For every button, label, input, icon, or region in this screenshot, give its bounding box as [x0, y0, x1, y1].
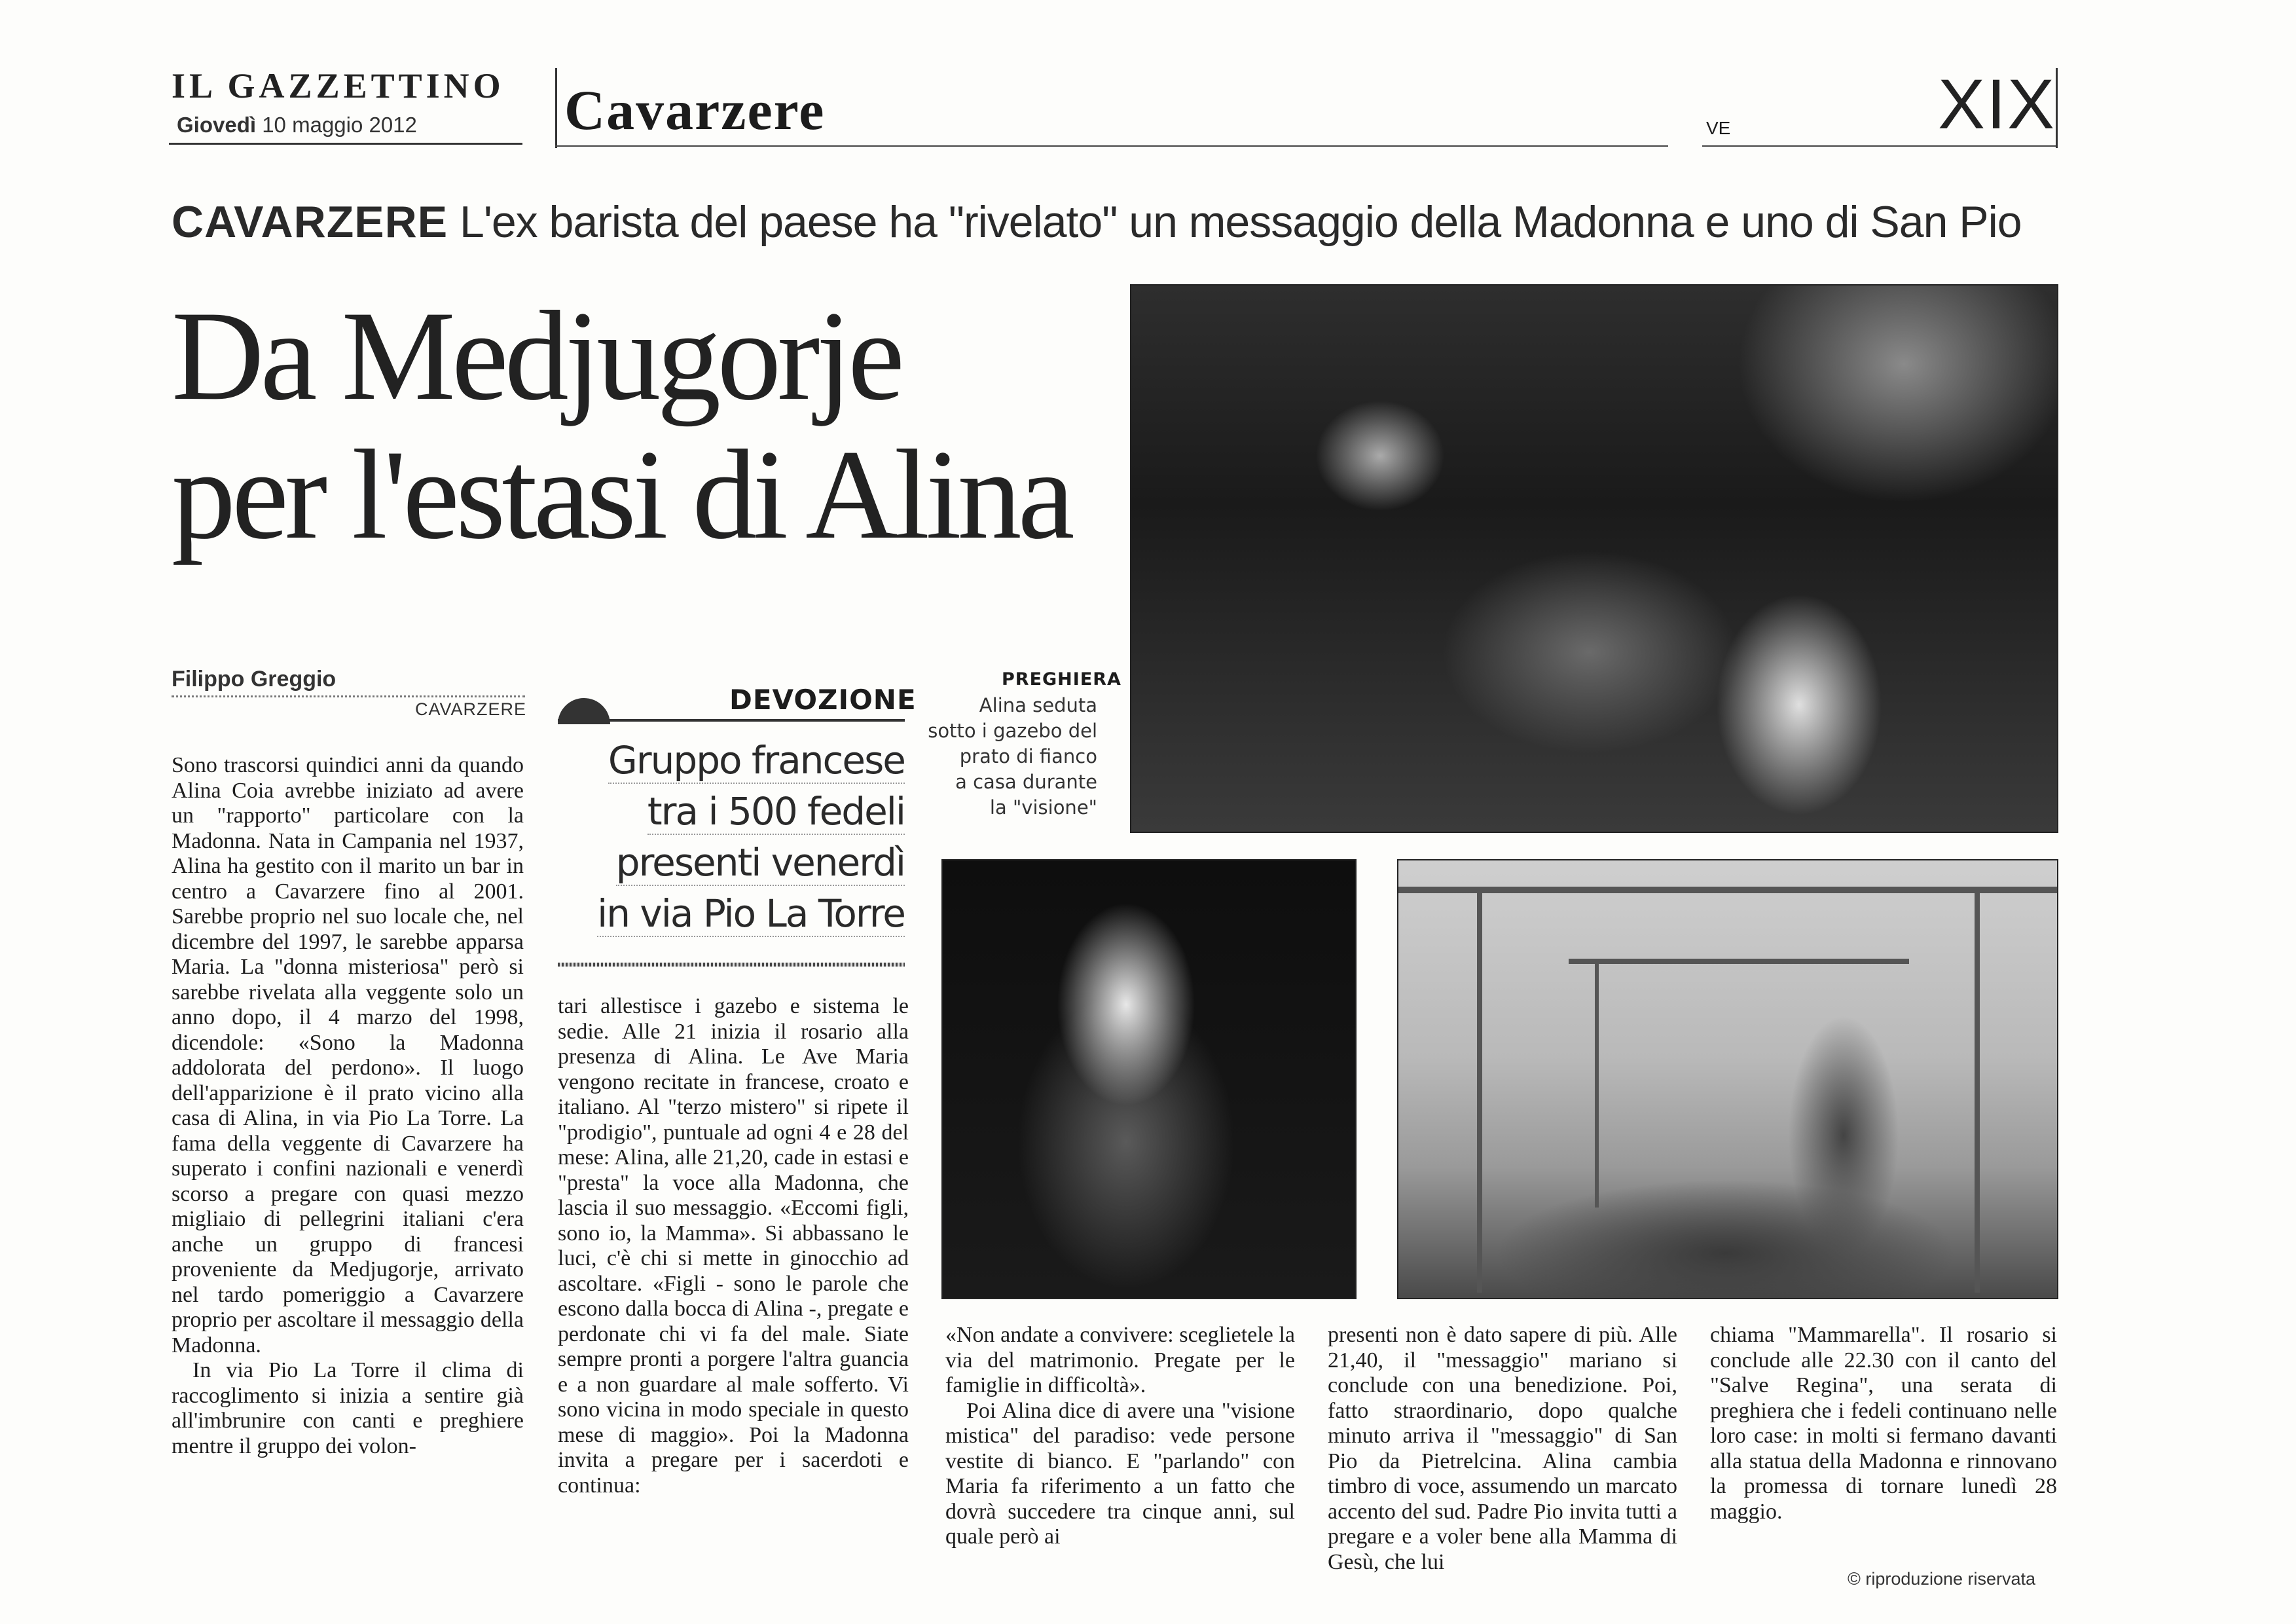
article-headline	[172, 287, 1140, 564]
section-title: Cavarzere	[564, 79, 826, 141]
headline-line-2: per l'estasi di Alina	[172, 424, 1071, 566]
issue-date-text: 10 maggio 2012	[262, 113, 417, 137]
issue-date	[177, 113, 417, 138]
headline-line-1: Da Medjugorje	[172, 285, 901, 427]
gazebo-crossbar	[1569, 959, 1909, 964]
newspaper-logo: IL GAZZETTINO	[172, 66, 505, 105]
article-author: Filippo Greggio	[172, 667, 337, 692]
photo-madonna-statue	[941, 859, 1357, 1299]
body-paragraph: chiama "Mammarella". Il rosario si conclude alle 22.30 con il canto del "Salve Regina", una serata di preghiera che i fedeli continuano nelle loro case: in molti si fermano davanti alla statua della Madonna e rinnovano la promessa di tornare lunedì 28 maggio.	[1710, 1323, 2057, 1524]
masthead-rule-right	[1702, 145, 2056, 147]
gazebo-cross-post	[1595, 959, 1599, 1208]
body-paragraph: Poi Alina dice di avere una "visione mistica" del paradiso: vede persone vestite di bianco. E "parlando" con Maria fa riferimento a un fatto che dovrà succedere tra cinque anni, sul quale però ai	[945, 1398, 1295, 1549]
body-paragraph: presenti non è dato sapere di più. Alle 21,40, il "messaggio" mariano si conclude con una benedizione. Poi, fatto straordinario, dopo qualche minuto arriva il "messaggio" di San Pio da Pietrelcina. Alina cambia timbro di voce, assumendo un marcato accento del sud. Padre Pio invita tutti a pregare e a voler bene alla Mamma di Gesù, che lui	[1328, 1323, 1677, 1574]
body-paragraph: tari allestisce i gazebo e sistema le sedie. Alle 21 inizia il rosario alla presenza di Alina. Le Ave Maria vengono recitate in francese, croato e italiano. Al "terzo mistero" si ripete il "prodigio", puntuale ad ogni 4 e 28 del mese: Alina, alle 21,20, cade in estasi e "presta" la voce alla Madonna, che lascia il suo messaggio. «Eccomi figli, sono io, la Mamma». Si abbassano le luci, c'è chi si mette in ginocchio ad ascoltare. «Figli - sono le parole che escono dalla bocca di Alina -, pregate e perdonate chi vi fa del male. Siate sempre pronti a porgere l'altra guancia e a non guardare al male sofferto. Vi sono vicina in modo speciale in questo mese di maggio». Poi la Madonna invita a pregare per i sacerdoti e continua:	[558, 994, 909, 1498]
body-paragraph: In via Pio La Torre il clima di raccoglimento si inizia a sentire già all'imbrunire con canti e preghiere mentre il gruppo dei volon-	[172, 1358, 524, 1458]
body-paragraph: «Non andate a convivere: sceglietele la via del matrimonio. Pregate per le famiglie in difficoltà».	[945, 1323, 1295, 1397]
caption-line-4: a casa durante	[955, 771, 1097, 793]
photo-caption	[917, 693, 1097, 821]
sidebar-headline	[558, 735, 905, 939]
caption-label: PREGHIERA	[1002, 669, 1121, 690]
body-column-1	[172, 753, 524, 1459]
issue-weekday: Giovedì	[177, 113, 257, 137]
kicker-location: CAVARZERE	[172, 197, 448, 247]
copyright-notice: © riproduzione riservata	[1848, 1569, 2036, 1589]
sidebar-line-4: in via Pio La Torre	[597, 891, 905, 936]
article-dateline: CAVARZERE	[415, 699, 527, 719]
sidebar-line-2: tra i 500 fedeli	[647, 789, 905, 834]
masthead-divider-left	[555, 68, 557, 148]
body-column-4	[1328, 1323, 1677, 1575]
sidebar-rule	[558, 719, 905, 722]
edition-code: VE	[1706, 118, 1731, 138]
sidebar-line-1: Gruppo francese	[608, 738, 905, 783]
sidebar-bottom-rule	[558, 963, 905, 967]
kicker-text: L'ex barista del paese ha "rivelato" un messaggio della Madonna e uno di San Pio	[460, 197, 2022, 247]
sidebar-label: DEVOZIONE	[729, 684, 917, 716]
page-number: XIX	[1938, 64, 2056, 143]
caption-line-3: prato di fianco	[959, 745, 1097, 767]
gazebo-post-left	[1477, 887, 1482, 1293]
gazebo-roof-beam	[1398, 887, 2057, 893]
caption-line-5: la "visione"	[989, 796, 1097, 819]
gazebo-post-right	[1975, 887, 1980, 1293]
article-kicker	[172, 196, 2070, 248]
masthead-rule-middle	[555, 145, 1668, 147]
sidebar-line-3: presenti venerdì	[615, 840, 905, 885]
body-column-5	[1710, 1323, 2057, 1524]
caption-line-1: Alina seduta	[979, 694, 1097, 716]
body-column-3	[945, 1323, 1295, 1550]
masthead-rule-left	[169, 143, 522, 145]
body-column-2	[558, 994, 909, 1498]
caption-line-2: sotto i gazebo del	[928, 720, 1097, 742]
byline-divider	[172, 695, 525, 697]
body-paragraph: Sono trascorsi quindici anni da quando Alina Coia avrebbe iniziato ad avere un "rapporto" particolare con la Madonna. Nata in Campania nel 1937, Alina ha gestito con il marito un bar in centro a Cavarzere fino al 2001. Sarebbe proprio nel suo locale che, nel dicembre del 1997, le sarebbe apparsa Maria. La "donna misteriosa" però si sarebbe rivelata alla veggente solo un anno dopo, il 4 marzo del 1998, dicendole: «Sono la Madonna addolorata del perdono». Il luogo dell'apparizione è il prato vicino alla casa di Alina, in via Pio La Torre. La fama della veggente di Cavarzere ha superato i confini nazionali e venerdì scorso a pregare con quasi mezzo migliaio di pellegrini italiani c'era anche un gruppo di francesi proveniente da Medjugorje, arrivato nel tardo pomeriggio a Cavarzere proprio per ascoltare il messaggio della Madonna.	[172, 753, 524, 1357]
masthead-divider-right	[2056, 68, 2058, 148]
photo-prayer-gathering	[1130, 284, 2058, 833]
photo-gazebo-shrine	[1397, 859, 2058, 1299]
